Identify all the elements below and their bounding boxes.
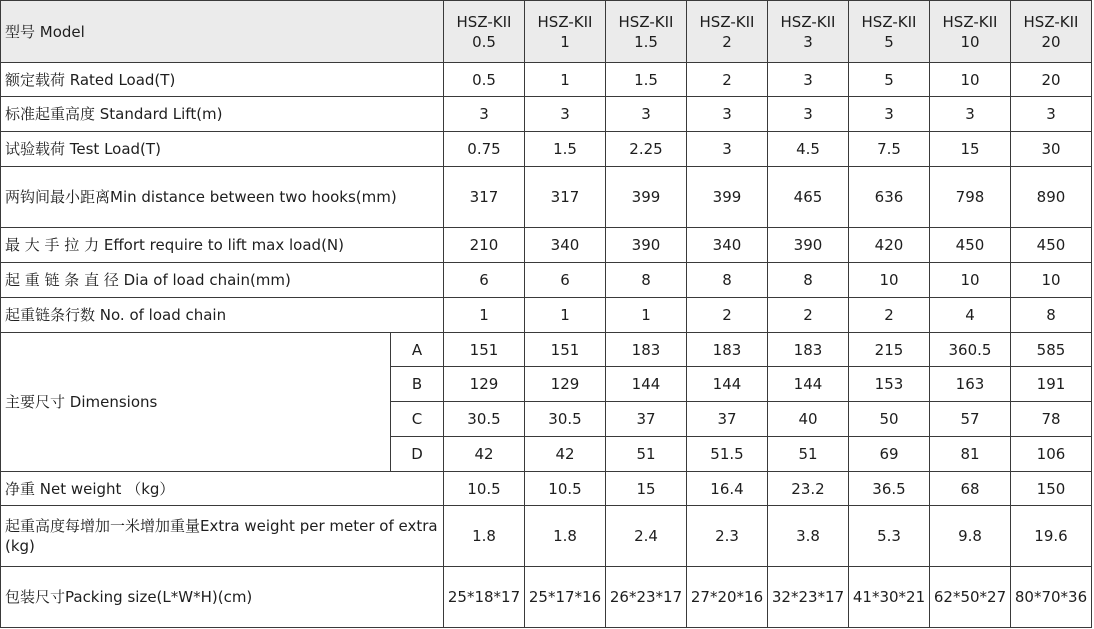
cell: 25*18*17 bbox=[444, 567, 525, 628]
cell: 2 bbox=[768, 298, 849, 333]
cell: 40 bbox=[768, 402, 849, 437]
cell: 36.5 bbox=[849, 472, 930, 506]
cell: 51 bbox=[768, 437, 849, 472]
cell: 41*30*21 bbox=[849, 567, 930, 628]
table-row-packing bbox=[1, 567, 1092, 628]
table-row-dimension-a bbox=[1, 333, 1092, 367]
cell: 2 bbox=[687, 298, 768, 333]
table-row-extra-weight bbox=[1, 506, 1092, 567]
model-header: HSZ-KII 1.5 bbox=[606, 1, 687, 63]
cell: 183 bbox=[768, 333, 849, 367]
cell: 150 bbox=[1011, 472, 1092, 506]
cell: 144 bbox=[687, 367, 768, 402]
cell: 0.5 bbox=[444, 63, 525, 97]
cell: 0.75 bbox=[444, 132, 525, 167]
row-label: 标准起重高度 Standard Lift(m) bbox=[1, 97, 444, 132]
row-label: 最 大 手 拉 力 Effort require to lift max load(N) bbox=[1, 228, 444, 263]
cell: 10 bbox=[849, 263, 930, 298]
cell: 15 bbox=[606, 472, 687, 506]
table-row-min-distance bbox=[1, 167, 1092, 228]
cell: 1 bbox=[606, 298, 687, 333]
cell: 10 bbox=[930, 63, 1011, 97]
cell: 69 bbox=[849, 437, 930, 472]
cell: 399 bbox=[606, 167, 687, 228]
header-label: 型号 Model bbox=[1, 1, 444, 63]
cell: 8 bbox=[687, 263, 768, 298]
cell: 6 bbox=[444, 263, 525, 298]
cell: 80*70*36 bbox=[1011, 567, 1092, 628]
cell: 3 bbox=[525, 97, 606, 132]
dimension-key: A bbox=[391, 333, 444, 367]
model-header: HSZ-KII 3 bbox=[768, 1, 849, 63]
cell: 2.3 bbox=[687, 506, 768, 567]
dimension-key: D bbox=[391, 437, 444, 472]
cell: 390 bbox=[768, 228, 849, 263]
row-label: 起 重 链 条 直 径 Dia of load chain(mm) bbox=[1, 263, 444, 298]
cell: 2.25 bbox=[606, 132, 687, 167]
cell: 4.5 bbox=[768, 132, 849, 167]
cell: 15 bbox=[930, 132, 1011, 167]
cell: 25*17*16 bbox=[525, 567, 606, 628]
cell: 636 bbox=[849, 167, 930, 228]
cell: 8 bbox=[1011, 298, 1092, 333]
model-header: HSZ-KII 1 bbox=[525, 1, 606, 63]
table-row-rated-load bbox=[1, 63, 1092, 97]
cell: 37 bbox=[687, 402, 768, 437]
cell: 2 bbox=[687, 63, 768, 97]
cell: 420 bbox=[849, 228, 930, 263]
cell: 10.5 bbox=[444, 472, 525, 506]
table-row-effort bbox=[1, 228, 1092, 263]
cell: 51 bbox=[606, 437, 687, 472]
table-row-net-weight bbox=[1, 472, 1092, 506]
model-header: HSZ-KII 5 bbox=[849, 1, 930, 63]
dimensions-label: 主要尺寸 Dimensions bbox=[1, 333, 391, 472]
cell: 317 bbox=[444, 167, 525, 228]
cell: 30.5 bbox=[444, 402, 525, 437]
model-header: HSZ-KII 0.5 bbox=[444, 1, 525, 63]
cell: 144 bbox=[606, 367, 687, 402]
cell: 3 bbox=[687, 132, 768, 167]
model-header: HSZ-KII 20 bbox=[1011, 1, 1092, 63]
cell: 2 bbox=[849, 298, 930, 333]
cell: 1.5 bbox=[525, 132, 606, 167]
cell: 42 bbox=[525, 437, 606, 472]
cell: 30.5 bbox=[525, 402, 606, 437]
cell: 360.5 bbox=[930, 333, 1011, 367]
cell: 19.6 bbox=[1011, 506, 1092, 567]
cell: 16.4 bbox=[687, 472, 768, 506]
cell: 163 bbox=[930, 367, 1011, 402]
cell: 8 bbox=[606, 263, 687, 298]
cell: 4 bbox=[930, 298, 1011, 333]
cell: 5.3 bbox=[849, 506, 930, 567]
row-label: 净重 Net weight （kg） bbox=[1, 472, 444, 506]
cell: 26*23*17 bbox=[606, 567, 687, 628]
cell: 1.8 bbox=[525, 506, 606, 567]
row-label: 试验载荷 Test Load(T) bbox=[1, 132, 444, 167]
cell: 68 bbox=[930, 472, 1011, 506]
cell: 7.5 bbox=[849, 132, 930, 167]
cell: 10.5 bbox=[525, 472, 606, 506]
cell: 3 bbox=[768, 63, 849, 97]
dimension-key: B bbox=[391, 367, 444, 402]
cell: 6 bbox=[525, 263, 606, 298]
cell: 42 bbox=[444, 437, 525, 472]
cell: 106 bbox=[1011, 437, 1092, 472]
cell: 1.5 bbox=[606, 63, 687, 97]
table-row-chain-dia bbox=[1, 263, 1092, 298]
model-header: HSZ-KII 10 bbox=[930, 1, 1011, 63]
table-row-standard-lift bbox=[1, 97, 1092, 132]
cell: 1 bbox=[525, 298, 606, 333]
cell: 215 bbox=[849, 333, 930, 367]
row-label: 起重链条行数 No. of load chain bbox=[1, 298, 444, 333]
row-label: 额定载荷 Rated Load(T) bbox=[1, 63, 444, 97]
cell: 317 bbox=[525, 167, 606, 228]
cell: 399 bbox=[687, 167, 768, 228]
cell: 450 bbox=[930, 228, 1011, 263]
cell: 151 bbox=[444, 333, 525, 367]
cell: 23.2 bbox=[768, 472, 849, 506]
cell: 340 bbox=[687, 228, 768, 263]
cell: 37 bbox=[606, 402, 687, 437]
cell: 30 bbox=[1011, 132, 1092, 167]
cell: 10 bbox=[930, 263, 1011, 298]
cell: 51.5 bbox=[687, 437, 768, 472]
dimension-key: C bbox=[391, 402, 444, 437]
table-row-chain-no bbox=[1, 298, 1092, 333]
model-header: HSZ-KII 2 bbox=[687, 1, 768, 63]
cell: 81 bbox=[930, 437, 1011, 472]
cell: 3 bbox=[444, 97, 525, 132]
cell: 340 bbox=[525, 228, 606, 263]
cell: 191 bbox=[1011, 367, 1092, 402]
cell: 153 bbox=[849, 367, 930, 402]
cell: 129 bbox=[525, 367, 606, 402]
cell: 798 bbox=[930, 167, 1011, 228]
cell: 3 bbox=[606, 97, 687, 132]
cell: 3 bbox=[849, 97, 930, 132]
cell: 32*23*17 bbox=[768, 567, 849, 628]
cell: 210 bbox=[444, 228, 525, 263]
cell: 1.8 bbox=[444, 506, 525, 567]
cell: 3 bbox=[1011, 97, 1092, 132]
cell: 3 bbox=[768, 97, 849, 132]
cell: 5 bbox=[849, 63, 930, 97]
cell: 585 bbox=[1011, 333, 1092, 367]
cell: 144 bbox=[768, 367, 849, 402]
cell: 8 bbox=[768, 263, 849, 298]
cell: 2.4 bbox=[606, 506, 687, 567]
cell: 27*20*16 bbox=[687, 567, 768, 628]
cell: 50 bbox=[849, 402, 930, 437]
header-row bbox=[1, 1, 1092, 63]
cell: 1 bbox=[444, 298, 525, 333]
row-label: 包装尺寸Packing size(L*W*H)(cm) bbox=[1, 567, 444, 628]
row-label: 两钩间最小距离Min distance between two hooks(mm) bbox=[1, 167, 444, 228]
cell: 62*50*27 bbox=[930, 567, 1011, 628]
cell: 450 bbox=[1011, 228, 1092, 263]
cell: 57 bbox=[930, 402, 1011, 437]
cell: 10 bbox=[1011, 263, 1092, 298]
cell: 183 bbox=[606, 333, 687, 367]
cell: 890 bbox=[1011, 167, 1092, 228]
cell: 183 bbox=[687, 333, 768, 367]
cell: 3.8 bbox=[768, 506, 849, 567]
cell: 465 bbox=[768, 167, 849, 228]
cell: 9.8 bbox=[930, 506, 1011, 567]
cell: 129 bbox=[444, 367, 525, 402]
row-label: 起重高度每增加一米增加重量Extra weight per meter of extra (kg) bbox=[1, 506, 444, 567]
cell: 3 bbox=[687, 97, 768, 132]
cell: 151 bbox=[525, 333, 606, 367]
cell: 390 bbox=[606, 228, 687, 263]
cell: 1 bbox=[525, 63, 606, 97]
table-row-test-load bbox=[1, 132, 1092, 167]
cell: 20 bbox=[1011, 63, 1092, 97]
cell: 3 bbox=[930, 97, 1011, 132]
cell: 78 bbox=[1011, 402, 1092, 437]
